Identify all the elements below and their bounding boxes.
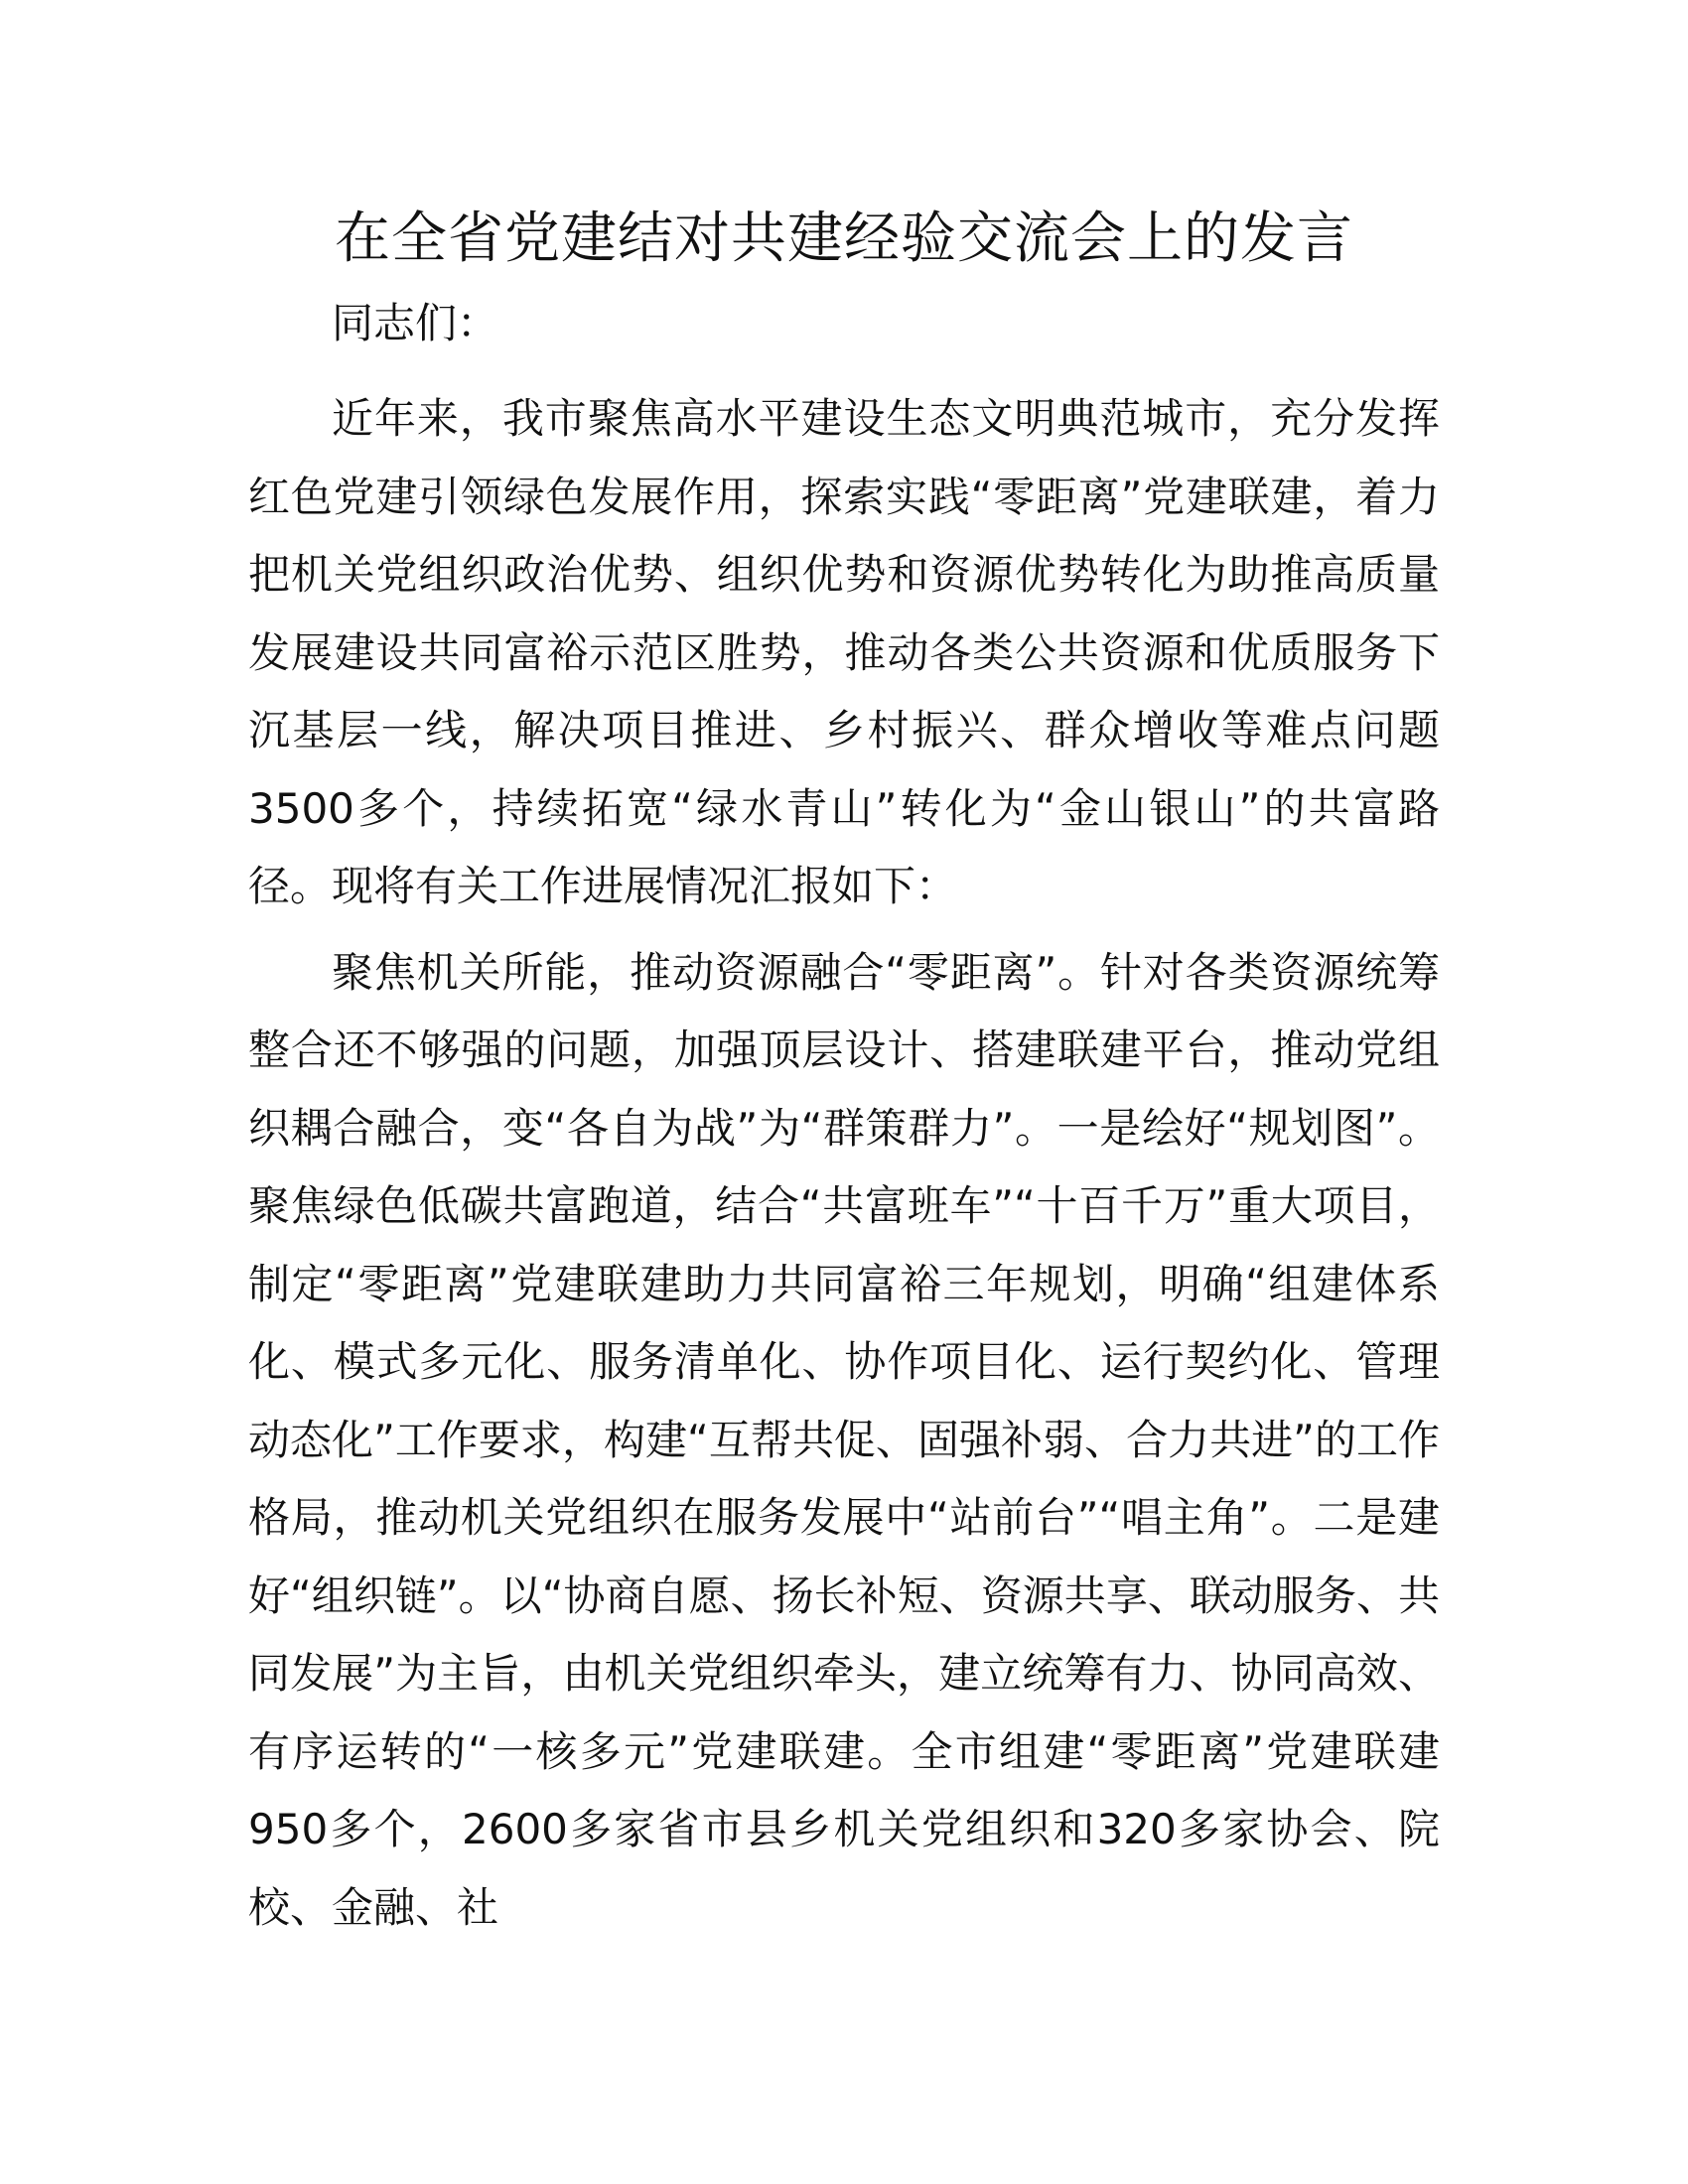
- paragraph-resource-integration: 聚焦机关所能，推动资源融合“零距离”。针对各类资源统筹整合还不够强的问题，加强顶层设计、搭建联建平台，推动党组织耦合融合，变“各自为战”为“群策群力”。一是绘好“规划图”。聚焦绿色低碳共富跑道，结合“共富班车”“十百千万”重大项目，制定“零距离”党建联建助力共同富裕三年规划，明确“组建体系化、模式多元化、服务清单化、协作项目化、运行契约化、管理动态化”工作要求，构建“互帮共促、固强补弱、合力共进”的工作格局，推动机关党组织在服务发展中“站前台”“唱主角”。二是建好“组织链”。以“协商自愿、扬长补短、资源共享、联动服务、共同发展”为主旨，由机关党组织牵头，建立统筹有力、协同高效、有序运转的“一核多元”党建联建。全市组建“零距离”党建联建950多个，2600多家省市县乡机关党组织和320多家协会、院校、金融、社: [248, 947, 1440, 1932]
- document-title: 在全省党建结对共建经验交流会上的发言: [335, 206, 1353, 271]
- document-body: [248, 194, 1440, 1947]
- paragraph-intro: 近年来，我市聚焦高水平建设生态文明典范城市，充分发挥红色党建引领绿色发展作用，探索实践“零距离”党建联建，着力把机关党组织政治优势、组织优势和资源优势转化为助推高质量发展建设共同富裕示范区胜势，推动各类公共资源和优质服务下沉基层一线，解决项目推进、乡村振兴、群众增收等难点问题3500多个，持续拓宽“绿水青山”转化为“金山银山”的共富路径。现将有关工作进展情况汇报如下：: [248, 394, 1440, 910]
- salutation: 同志们：: [332, 299, 499, 347]
